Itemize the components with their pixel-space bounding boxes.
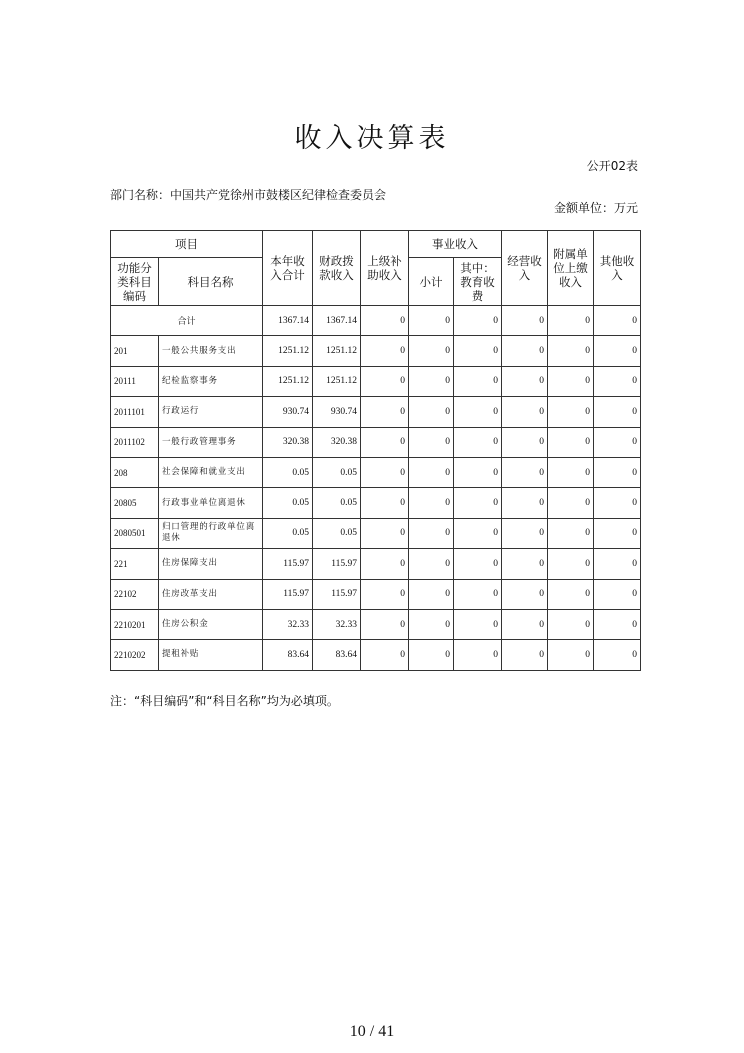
footnote: 注：“科目编码”和“科目名称”均为必填项。 [110,694,339,708]
amount-unit: 金额单位：万元 [553,201,638,215]
amount-cell: 0 [548,366,594,396]
amount-cell: 0 [594,427,641,457]
amount-cell: 0 [548,640,594,670]
table-header [111,231,641,306]
amount-cell: 0 [361,427,409,457]
amount-cell: 32.33 [313,609,361,639]
amount-cell: 83.64 [313,640,361,670]
amount-cell: 0 [548,518,594,548]
amount-cell: 0 [361,579,409,609]
amount-cell: 0 [548,579,594,609]
page-number: 10 / 41 [349,1023,395,1040]
amount-cell: 0 [409,609,454,639]
amount-cell: 0 [361,457,409,487]
amount-cell: 0 [502,366,548,396]
table-row [111,427,641,457]
amount-cell: 0 [361,549,409,579]
header-subtotal: 小计 [409,258,454,306]
amount-cell: 1251.12 [263,366,313,396]
header-affiliate: 附属单位上缴收入 [548,231,594,306]
table-row [111,457,641,487]
amount-cell: 0.05 [313,518,361,548]
subject-name: 住房公积金 [159,609,263,639]
subject-code: 2080501 [111,518,159,548]
amount-cell: 0 [409,640,454,670]
table-row-total [111,306,641,336]
amount-cell: 1251.12 [313,336,361,366]
amount-cell: 0 [361,397,409,427]
page-title: 收入决算表 [294,123,450,154]
header-fiscal: 财政拨款收入 [313,231,361,306]
table-body [111,306,641,671]
amount-cell: 0 [361,336,409,366]
amount-cell: 0.05 [263,518,313,548]
subject-code: 20111 [111,366,159,396]
amount-cell: 0 [454,609,502,639]
income-table [110,230,641,671]
amount-cell: 0 [502,640,548,670]
amount-cell: 0 [548,427,594,457]
subject-code: 2011102 [111,427,159,457]
amount-cell: 0 [454,397,502,427]
amount-cell: 320.38 [263,427,313,457]
amount-cell: 0 [502,397,548,427]
amount-cell: 0 [361,518,409,548]
amount-cell: 115.97 [313,579,361,609]
header-project: 项目 [111,231,263,258]
subject-name: 归口管理的行政单位离退休 [159,518,263,548]
amount-cell: 0.05 [313,457,361,487]
amount-cell: 115.97 [263,549,313,579]
amount-cell: 0 [409,336,454,366]
subject-code: 201 [111,336,159,366]
header-operating: 经营收入 [502,231,548,306]
amount-cell: 0 [594,336,641,366]
amount-cell: 0 [594,518,641,548]
subject-name: 住房改革支出 [159,579,263,609]
amount-cell: 0 [361,640,409,670]
subject-name: 提租补贴 [159,640,263,670]
amount-cell: 0 [454,518,502,548]
amount-cell: 0 [502,609,548,639]
department-name: 部门名称：中国共产党徐州市鼓楼区纪律检查委员会 [110,188,387,202]
amount-cell: 0 [502,549,548,579]
amount-cell: 0 [409,549,454,579]
amount-cell: 0 [594,488,641,518]
amount-cell: 0 [502,579,548,609]
amount-cell: 32.33 [263,609,313,639]
amount-cell: 0 [594,397,641,427]
subject-code: 208 [111,457,159,487]
subject-name: 社会保障和就业支出 [159,457,263,487]
table-row [111,397,641,427]
amount-cell: 0 [361,366,409,396]
amount-cell: 0 [502,488,548,518]
header-other: 其他收入 [594,231,641,306]
total-value: 0 [502,306,548,336]
amount-cell: 0.05 [263,488,313,518]
amount-cell: 0 [409,366,454,396]
amount-cell: 0 [454,549,502,579]
amount-cell: 0 [361,488,409,518]
header-edu: 其中：教育收费 [454,258,502,306]
amount-cell: 0 [409,579,454,609]
total-value: 1367.14 [263,306,313,336]
amount-cell: 0 [409,427,454,457]
amount-cell: 1251.12 [313,366,361,396]
amount-cell: 0 [454,366,502,396]
amount-cell: 930.74 [313,397,361,427]
amount-cell: 0 [454,336,502,366]
table-row [111,640,641,670]
total-value: 0 [361,306,409,336]
amount-cell: 0 [548,549,594,579]
amount-cell: 0.05 [263,457,313,487]
subject-name: 住房保障支出 [159,549,263,579]
amount-cell: 320.38 [313,427,361,457]
table-row [111,366,641,396]
amount-cell: 0 [502,518,548,548]
subject-name: 行政事业单位离退休 [159,488,263,518]
amount-cell: 0 [454,488,502,518]
amount-cell: 0 [454,427,502,457]
amount-cell: 0 [361,609,409,639]
amount-cell: 1251.12 [263,336,313,366]
amount-cell: 83.64 [263,640,313,670]
subject-code: 221 [111,549,159,579]
table-row [111,518,641,548]
amount-cell: 0 [454,457,502,487]
table-row [111,549,641,579]
header-superior: 上级补助收入 [361,231,409,306]
amount-cell: 0 [502,336,548,366]
header-business: 事业收入 [409,231,502,258]
table-row [111,579,641,609]
subject-code: 2210202 [111,640,159,670]
amount-cell: 0.05 [313,488,361,518]
subject-code: 2011101 [111,397,159,427]
amount-cell: 0 [594,457,641,487]
subject-name: 行政运行 [159,397,263,427]
subject-code: 2210201 [111,609,159,639]
table-row [111,488,641,518]
total-value: 0 [548,306,594,336]
amount-cell: 0 [454,640,502,670]
table-row [111,336,641,366]
amount-cell: 115.97 [313,549,361,579]
amount-cell: 0 [548,397,594,427]
subject-name: 一般公共服务支出 [159,336,263,366]
form-number: 公开02表 [586,159,638,173]
amount-cell: 0 [409,397,454,427]
amount-cell: 930.74 [263,397,313,427]
total-value: 0 [454,306,502,336]
amount-cell: 0 [594,579,641,609]
total-label: 合计 [111,306,263,336]
amount-cell: 0 [594,609,641,639]
total-value: 1367.14 [313,306,361,336]
amount-cell: 0 [409,457,454,487]
subject-name: 一般行政管理事务 [159,427,263,457]
amount-cell: 0 [502,427,548,457]
amount-cell: 0 [594,549,641,579]
amount-cell: 115.97 [263,579,313,609]
amount-cell: 0 [548,488,594,518]
header-name: 科目名称 [159,258,263,306]
amount-cell: 0 [502,457,548,487]
amount-cell: 0 [594,366,641,396]
amount-cell: 0 [409,488,454,518]
total-value: 0 [594,306,641,336]
header-total-income: 本年收入合计 [263,231,313,306]
subject-code: 22102 [111,579,159,609]
amount-cell: 0 [454,579,502,609]
amount-cell: 0 [409,518,454,548]
header-code: 功能分类科目编码 [111,258,159,306]
amount-cell: 0 [548,336,594,366]
amount-cell: 0 [548,457,594,487]
subject-code: 20805 [111,488,159,518]
table-row [111,609,641,639]
amount-cell: 0 [594,640,641,670]
subject-name: 纪检监察事务 [159,366,263,396]
amount-cell: 0 [548,609,594,639]
total-value: 0 [409,306,454,336]
